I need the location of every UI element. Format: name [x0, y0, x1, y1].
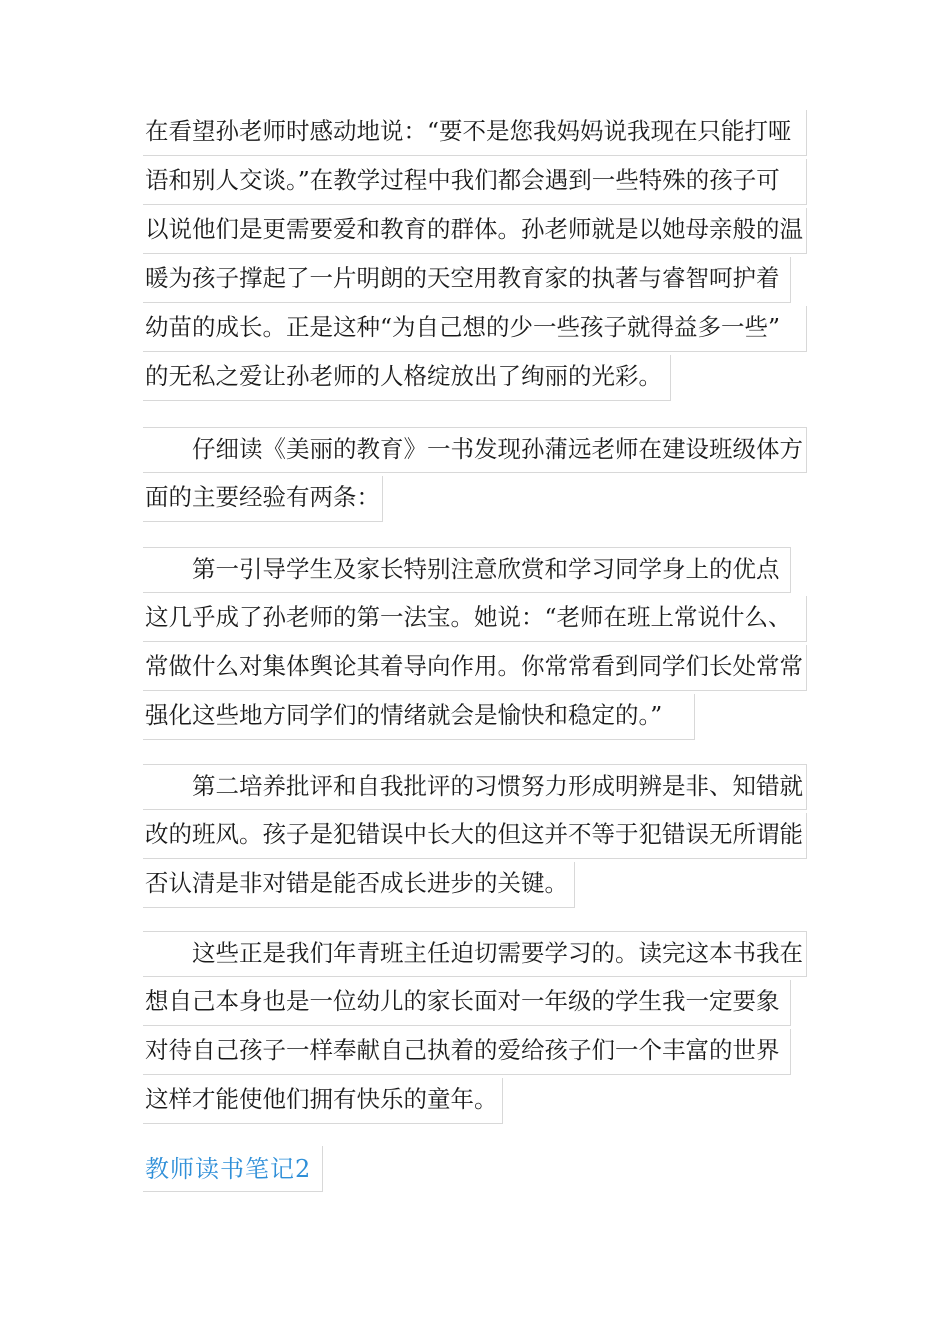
paragraph-1-line-1: 在看望孙老师时感动地说：“要不是您我妈妈说我现在只能打哑 [143, 110, 807, 156]
paragraph-1-line-4: 暖为孩子撑起了一片明朗的天空用教育家的执著与睿智呵护着 [143, 257, 791, 303]
paragraph-2-line-2: 面的主要经验有两条： [143, 476, 383, 522]
paragraph-5-line-3: 对待自己孩子一样奉献自己执着的爱给孩子们一个丰富的世界 [143, 1029, 791, 1075]
paragraph-5-line-1: 这些正是我们年青班主任迫切需要学习的。读完这本书我在 [143, 931, 807, 977]
paragraph-5-line-4: 这样才能使他们拥有快乐的童年。 [143, 1078, 503, 1124]
paragraph-4-line-1: 第二培养批评和自我批评的习惯努力形成明辨是非、知错就 [143, 764, 807, 810]
paragraph-3-line-2: 这几乎成了孙老师的第一法宝。她说：“老师在班上常说什么、 [143, 596, 807, 642]
paragraph-4-line-2: 改的班风。孩子是犯错误中长大的但这并不等于犯错误无所谓能 [143, 813, 807, 859]
paragraph-5-line-2: 想自己本身也是一位幼儿的家长面对一年级的学生我一定要象 [143, 980, 791, 1026]
paragraph-1-line-3: 以说他们是更需要爱和教育的群体。孙老师就是以她母亲般的温 [143, 208, 807, 254]
section-heading: 教师读书笔记2 [143, 1146, 323, 1192]
paragraph-4-line-3: 否认清是非对错是能否成长进步的关键。 [143, 862, 575, 908]
paragraph-3-line-4: 强化这些地方同学们的情绪就会是愉快和稳定的。” [143, 694, 695, 740]
paragraph-1-line-6: 的无私之爱让孙老师的人格绽放出了绚丽的光彩。 [143, 355, 671, 401]
paragraph-3-line-3: 常做什么对集体舆论其着导向作用。你常常看到同学们长处常常 [143, 645, 807, 691]
paragraph-1-line-5: 幼苗的成长。正是这种“为自己想的少一些孩子就得益多一些” [143, 306, 807, 352]
paragraph-1-line-2: 语和别人交谈。”在教学过程中我们都会遇到一些特殊的孩子可 [143, 159, 807, 205]
paragraph-2-line-1: 仔细读《美丽的教育》一书发现孙蒲远老师在建设班级体方 [143, 427, 807, 473]
paragraph-3-line-1: 第一引导学生及家长特别注意欣赏和学习同学身上的优点 [143, 547, 791, 593]
